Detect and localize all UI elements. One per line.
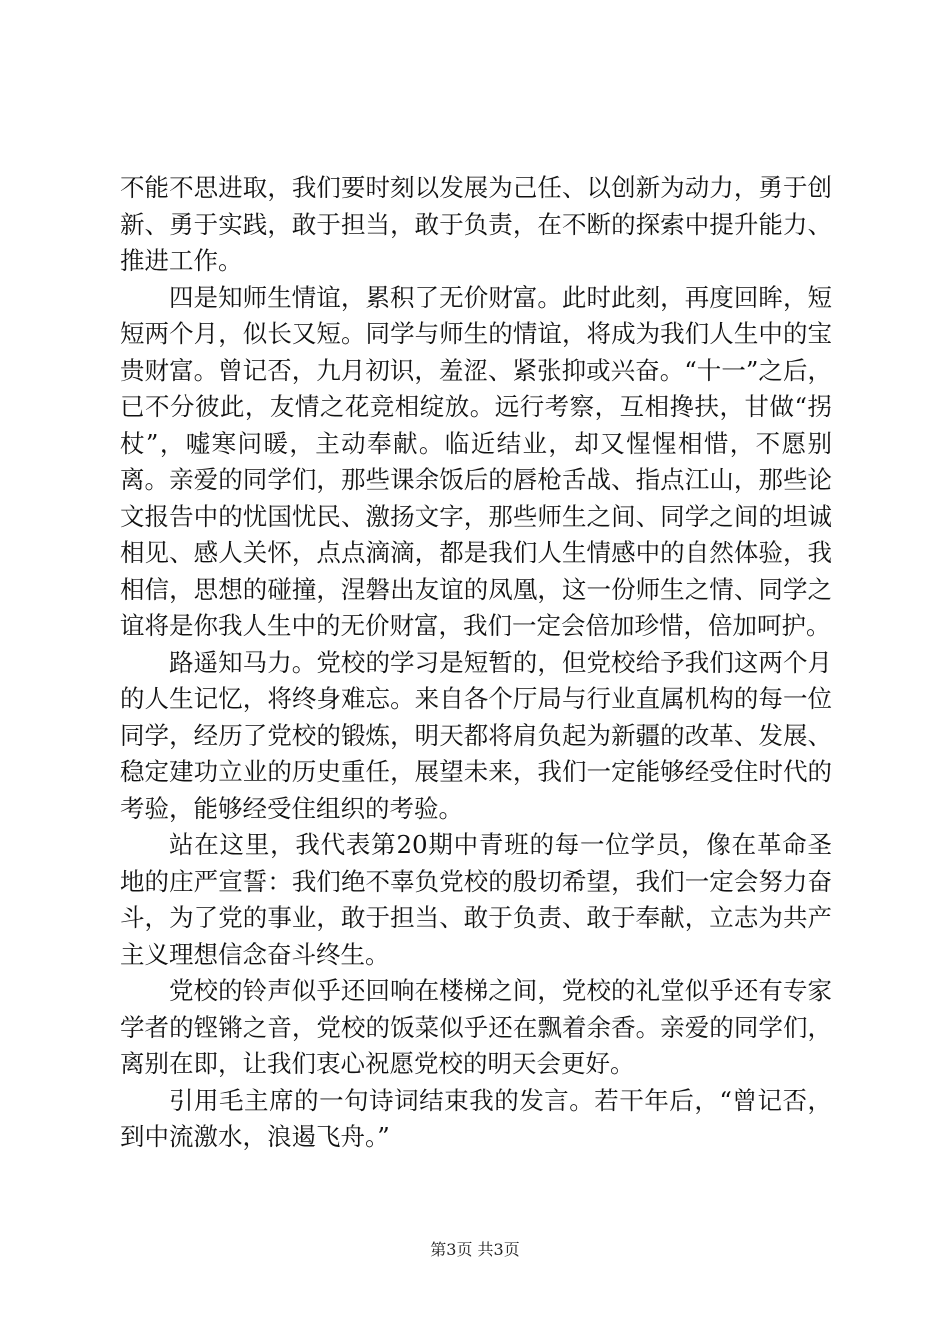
paragraph-farewell: 党校的铃声似乎还回响在楼梯之间，党校的礼堂似乎还有专家学者的铿锵之音，党校的饭菜似乎还在飘着余香。亲爱的同学们，离别在即，让我们衷心祝愿党校的明天会更好。 <box>120 976 832 1078</box>
paragraph-pledge: 站在这里，我代表第20期中青班的每一位学员，像在革命圣地的庄严宣誓：我们绝不辜负党校的殷切希望，我们一定会努力奋斗，为了党的事业，敢于担当、敢于负责、敢于奉献，立志为共产主义理想信念奋斗终生。 <box>120 830 832 969</box>
paragraph-continuation: 不能不思进取，我们要时刻以发展为己任、以创新为动力，勇于创新、勇于实践，敢于担当，敢于负责，在不断的探索中提升能力、推进工作。 <box>120 173 832 275</box>
paragraph-friendship: 四是知师生情谊，累积了无价财富。此时此刻，再度回眸，短短两个月，似长又短。同学与师生的情谊，将成为我们人生中的宝贵财富。曾记否，九月初识，羞涩、紧张抑或兴奋。“十一”之后，已不分彼此，友情之花竞相绽放。远行考察，互相搀扶，甘做“拐杖”，嘘寒问暖，主动奉献。临近结业，却又惺惺相惜，不愿别离。亲爱的同学们，那些课余饭后的唇枪舌战、指点江山，那些论文报告中的忧国忧民、激扬文字，那些师生之间、同学之间的坦诚相见、感人关怀，点点滴滴，都是我们人生情感中的自然体验，我相信，思想的碰撞，涅磐出友谊的凤凰，这一份师生之情、同学之谊将是你我人生中的无价财富，我们一定会倍加珍惜，倍加呵护。 <box>120 282 832 640</box>
paragraph-journey: 路遥知马力。党校的学习是短暂的，但党校给予我们这两个月的人生记忆，将终身难忘。来自各个厅局与行业直属机构的每一位同学，经历了党校的锻炼，明天都将肩负起为新疆的改革、发展、稳定建功立业的历史重任，展望未来，我们一定能够经受住时代的考验，能够经受住组织的考验。 <box>120 647 832 823</box>
document-body <box>120 170 832 1156</box>
paragraph-closing-quote: 引用毛主席的一句诗词结束我的发言。若干年后，“曾记否，到中流激水，浪遏飞舟。” <box>120 1085 832 1151</box>
page-number-footer: 第3页 共3页 <box>430 1240 520 1259</box>
